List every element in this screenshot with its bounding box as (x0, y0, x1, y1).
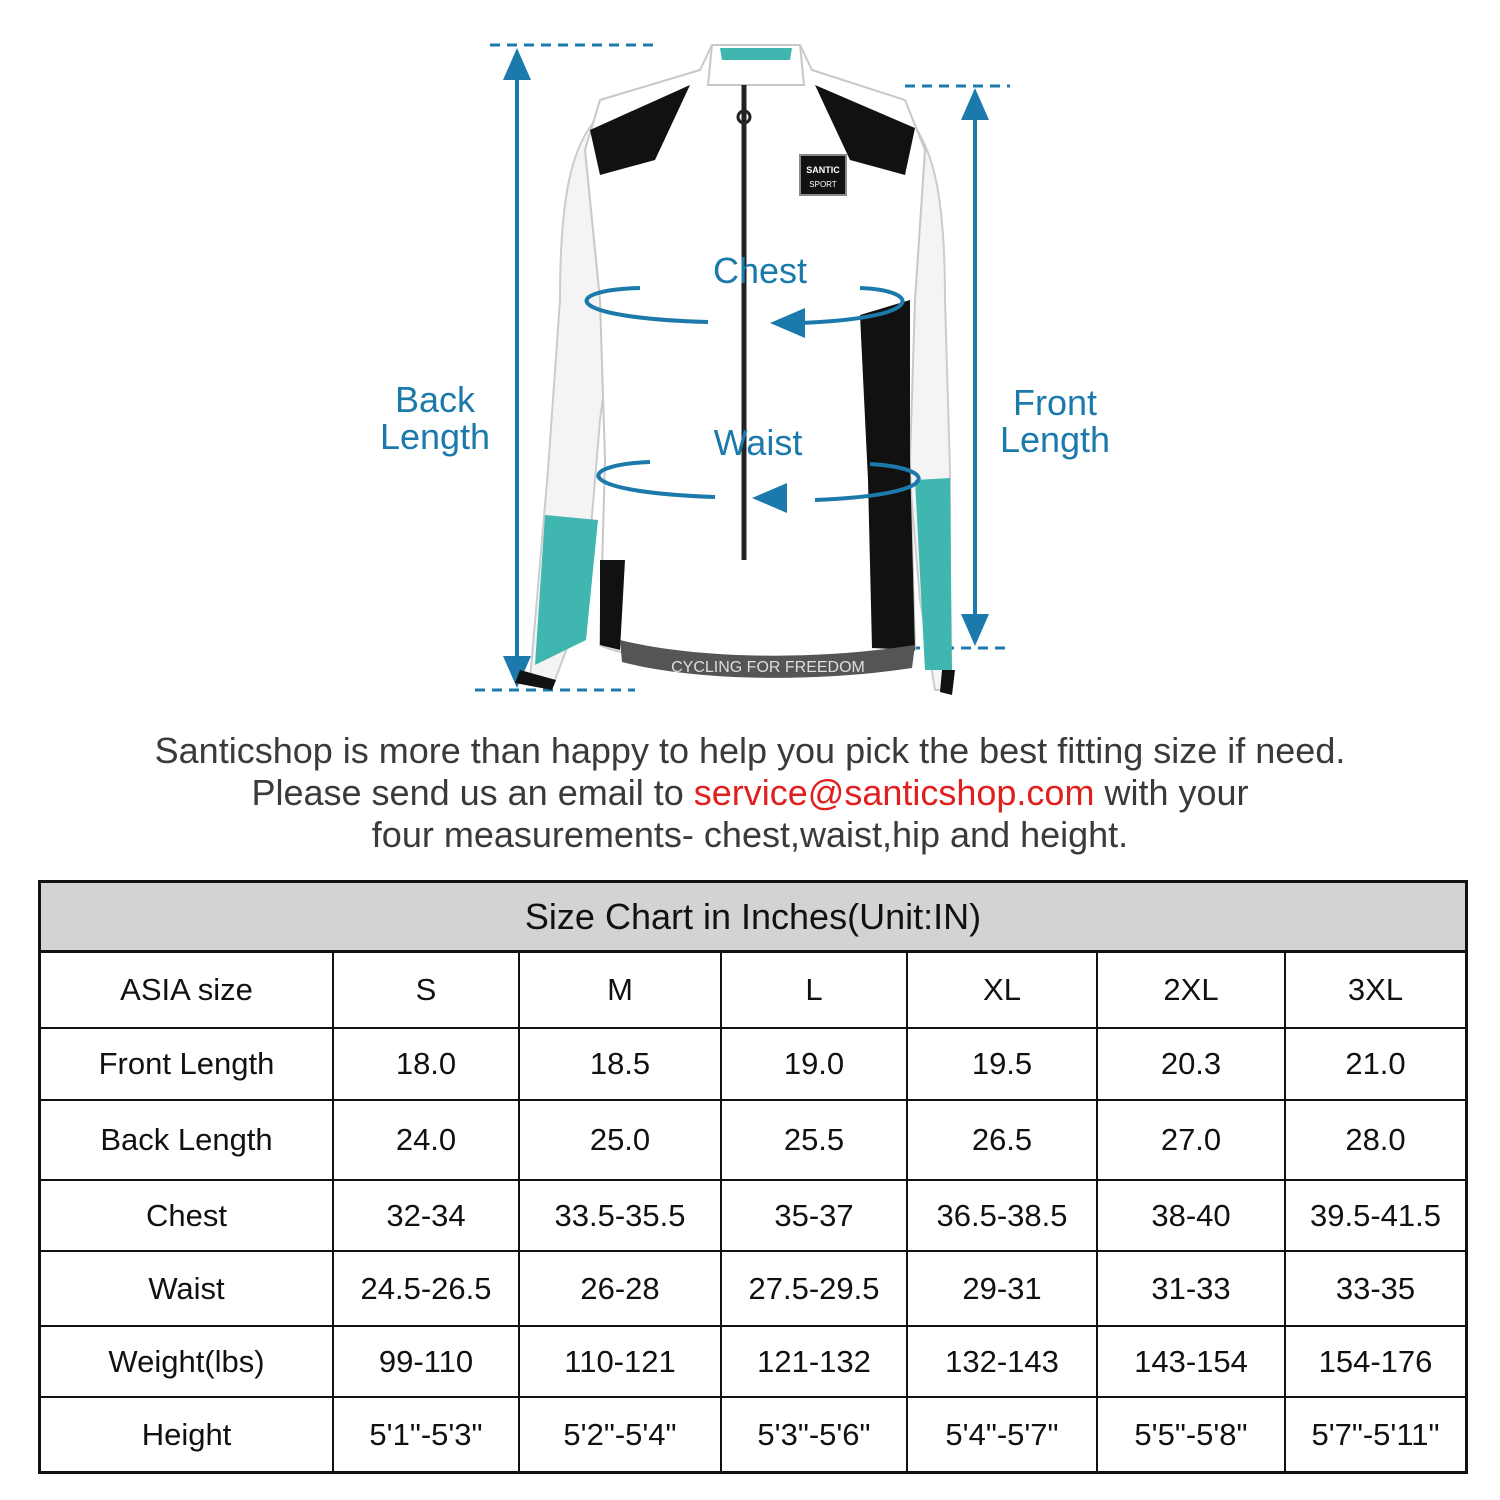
size-value-cell: 25.5 (721, 1100, 907, 1180)
size-chart-table (41, 953, 1465, 1471)
size-value-cell: 19.5 (907, 1028, 1097, 1100)
size-value-cell: 25.0 (519, 1100, 721, 1180)
size-value-cell: 38-40 (1097, 1180, 1285, 1251)
size-value-cell: 5'3"-5'6" (721, 1397, 907, 1471)
size-header-cell: 2XL (1097, 953, 1285, 1028)
front-length-label (985, 384, 1125, 458)
jersey-print-text: CYCLING FOR FREEDOM (671, 659, 865, 676)
size-value-cell: 32-34 (333, 1180, 519, 1251)
jersey-measurement-figure (0, 0, 1500, 720)
size-value-cell: 36.5-38.5 (907, 1180, 1097, 1251)
size-value-cell: 26.5 (907, 1100, 1097, 1180)
size-value-cell: 28.0 (1285, 1100, 1465, 1180)
intro-line-2-pre: Please send us an email to (251, 772, 694, 813)
front-length-label-line2: Length (999, 419, 1111, 460)
size-value-cell: 19.0 (721, 1028, 907, 1100)
size-value-cell: 39.5-41.5 (1285, 1180, 1465, 1251)
size-value-cell: 27.0 (1097, 1100, 1285, 1180)
chest-label: Chest (712, 250, 808, 291)
brand-patch-top-text: SANTIC (806, 165, 840, 175)
brand-patch-bottom-text: SPORT (809, 180, 837, 189)
front-length-arrow (961, 88, 989, 646)
waist-label: Waist (713, 422, 803, 463)
back-length-label-line2: Length (379, 416, 491, 457)
front-length-label-line1: Front (1012, 382, 1098, 423)
size-value-cell: 132-143 (907, 1326, 1097, 1397)
size-value-cell: 110-121 (519, 1326, 721, 1397)
size-value-cell: 33.5-35.5 (519, 1180, 721, 1251)
size-value-cell: 99-110 (333, 1326, 519, 1397)
size-chart (38, 880, 1468, 1474)
intro-line-1: Santicshop is more than happy to help you pick the best fitting size if need. (154, 730, 1346, 771)
size-row (41, 1028, 1465, 1100)
row-label-cell: Back Length (41, 1100, 333, 1180)
size-value-cell: 21.0 (1285, 1028, 1465, 1100)
size-value-cell: 143-154 (1097, 1326, 1285, 1397)
size-header-cell: XL (907, 953, 1097, 1028)
size-row (41, 1100, 1465, 1180)
row-label-cell: Chest (41, 1180, 333, 1251)
size-value-cell: 18.0 (333, 1028, 519, 1100)
size-row (41, 1397, 1465, 1471)
size-row (41, 1326, 1465, 1397)
row-label-cell: Waist (41, 1251, 333, 1326)
size-row (41, 1180, 1465, 1251)
jersey (515, 45, 955, 695)
size-value-cell: 26-28 (519, 1251, 721, 1326)
intro-line-2-post: with your (1094, 772, 1249, 813)
size-chart-title: Size Chart in Inches(Unit:IN) (41, 883, 1465, 953)
row-label-cell: Front Length (41, 1028, 333, 1100)
size-value-cell: 5'7"-5'11" (1285, 1397, 1465, 1471)
size-header-cell: S (333, 953, 519, 1028)
size-value-cell: 29-31 (907, 1251, 1097, 1326)
row-label-cell: ASIA size (41, 953, 333, 1028)
size-value-cell: 31-33 (1097, 1251, 1285, 1326)
size-value-cell: 5'4"-5'7" (907, 1397, 1097, 1471)
email-link[interactable]: service@santicshop.com (693, 772, 1095, 813)
size-value-cell: 24.5-26.5 (333, 1251, 519, 1326)
back-length-arrow (503, 48, 531, 688)
size-value-cell: 27.5-29.5 (721, 1251, 907, 1326)
row-label-cell: Weight(lbs) (41, 1326, 333, 1397)
size-value-cell: 18.5 (519, 1028, 721, 1100)
size-header-cell: L (721, 953, 907, 1028)
size-value-cell: 5'5"-5'8" (1097, 1397, 1285, 1471)
size-header-cell: 3XL (1285, 953, 1465, 1028)
size-row (41, 1251, 1465, 1326)
back-length-label (360, 381, 510, 455)
intro-line-2 (0, 772, 1500, 814)
intro-line-3: four measurements- chest,waist,hip and height. (371, 814, 1129, 855)
jersey-illustration (0, 0, 1500, 720)
size-value-cell: 5'1"-5'3" (333, 1397, 519, 1471)
size-header-row (41, 953, 1465, 1028)
size-value-cell: 33-35 (1285, 1251, 1465, 1326)
brand-patch (800, 155, 846, 195)
size-value-cell: 20.3 (1097, 1028, 1285, 1100)
size-header-cell: M (519, 953, 721, 1028)
size-value-cell: 24.0 (333, 1100, 519, 1180)
intro-text (0, 730, 1500, 856)
row-label-cell: Height (41, 1397, 333, 1471)
size-value-cell: 121-132 (721, 1326, 907, 1397)
size-value-cell: 35-37 (721, 1180, 907, 1251)
size-value-cell: 154-176 (1285, 1326, 1465, 1397)
size-value-cell: 5'2"-5'4" (519, 1397, 721, 1471)
back-length-label-line1: Back (394, 379, 476, 420)
